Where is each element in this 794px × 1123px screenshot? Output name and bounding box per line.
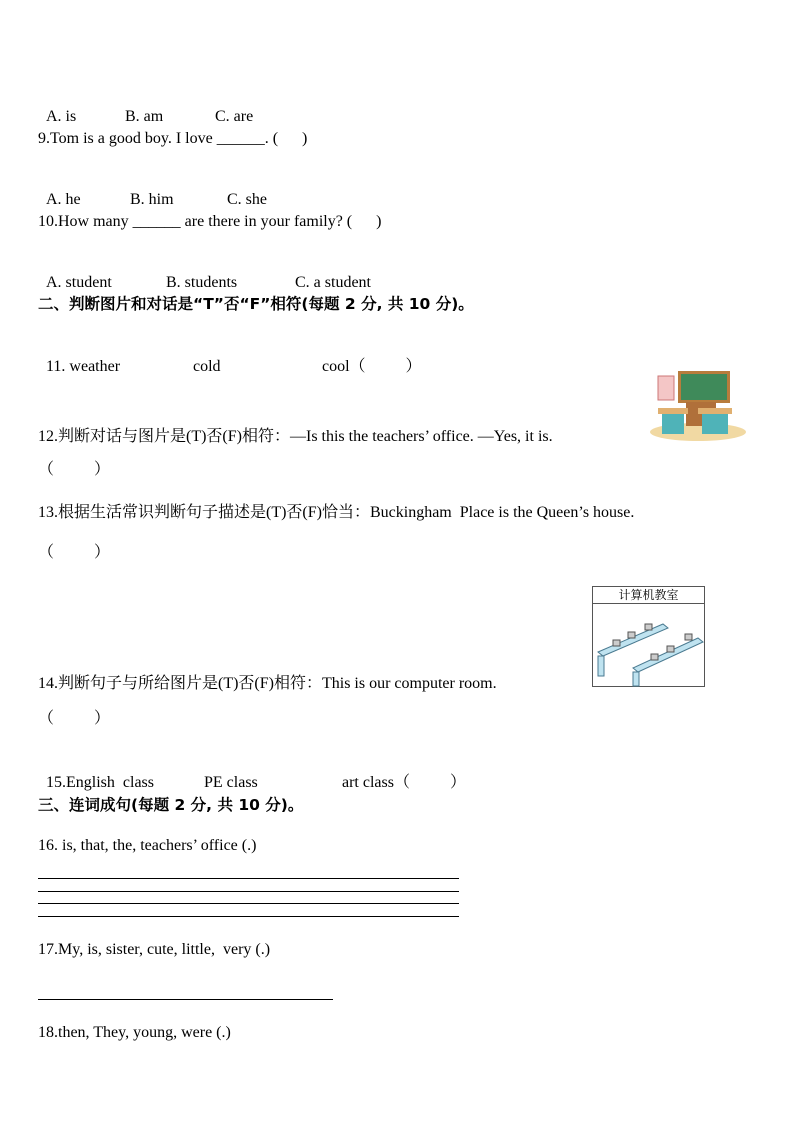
option-b: B. students	[166, 274, 238, 291]
option-b: B. him	[130, 191, 174, 208]
option-a: A. he	[46, 191, 81, 208]
computer-room-picture	[592, 586, 705, 687]
q15-row	[38, 753, 466, 793]
q9-options	[38, 170, 267, 210]
option-c: C. are	[215, 108, 254, 125]
answer-blank: （ ）	[349, 358, 422, 375]
q13-blank: （ ）	[38, 544, 111, 561]
q15-word-3: art class	[342, 774, 394, 791]
answer-line	[38, 903, 459, 904]
q10-text: 10.How many ______ are there in your family? ( )	[38, 213, 382, 230]
computer-desks-icon	[593, 604, 704, 687]
option-c: C. a student	[295, 274, 371, 291]
option-a: A. is	[46, 108, 77, 125]
answer-line	[38, 999, 333, 1000]
answer-blank: （ ）	[393, 774, 466, 791]
q9-text: 9.Tom is a good boy. I love ______. ( )	[38, 130, 308, 147]
option-c: C. she	[227, 191, 267, 208]
picture-caption: 计算机教室	[593, 587, 704, 604]
q8-options	[38, 87, 253, 127]
q15-word-1: 15.English class	[46, 774, 154, 791]
q12-blank: （ ）	[38, 461, 111, 478]
q11-row	[38, 337, 422, 377]
q14-blank: （ ）	[38, 710, 111, 727]
q11-word-1: 11. weather	[46, 358, 121, 375]
q17-text: 17.My, is, sister, cute, little, very (.)	[38, 941, 271, 958]
section-3-heading: 三、连词成句(每题 2 分, 共 10 分)。	[38, 796, 304, 814]
answer-line	[38, 891, 459, 892]
q12-text: 12.判断对话与图片是(T)否(F)相符：—Is this the teachers’ office. —Yes, it is.	[38, 428, 553, 445]
section-2-heading: 二、判断图片和对话是“T”否“F”相符(每题 2 分, 共 10 分)。	[38, 295, 474, 313]
q16-text: 16. is, that, the, teachers’ office (.)	[38, 837, 257, 854]
q13-text: 13.根据生活常识判断句子描述是(T)否(F)恰当：Buckingham Place is the Queen’s house.	[38, 504, 635, 521]
answer-line	[38, 878, 459, 879]
q10-options	[38, 253, 371, 293]
classroom-picture	[648, 368, 748, 443]
q14-text: 14.判断句子与所给图片是(T)否(F)相符：This is our computer room.	[38, 675, 497, 692]
q11-word-3: cool	[322, 358, 350, 375]
q11-word-2: cold	[193, 358, 221, 375]
option-a: A. student	[46, 274, 112, 291]
option-b: B. am	[125, 108, 164, 125]
q18-text: 18.then, They, young, were (.)	[38, 1024, 231, 1041]
answer-line	[38, 916, 459, 917]
q15-word-2: PE class	[204, 774, 258, 791]
